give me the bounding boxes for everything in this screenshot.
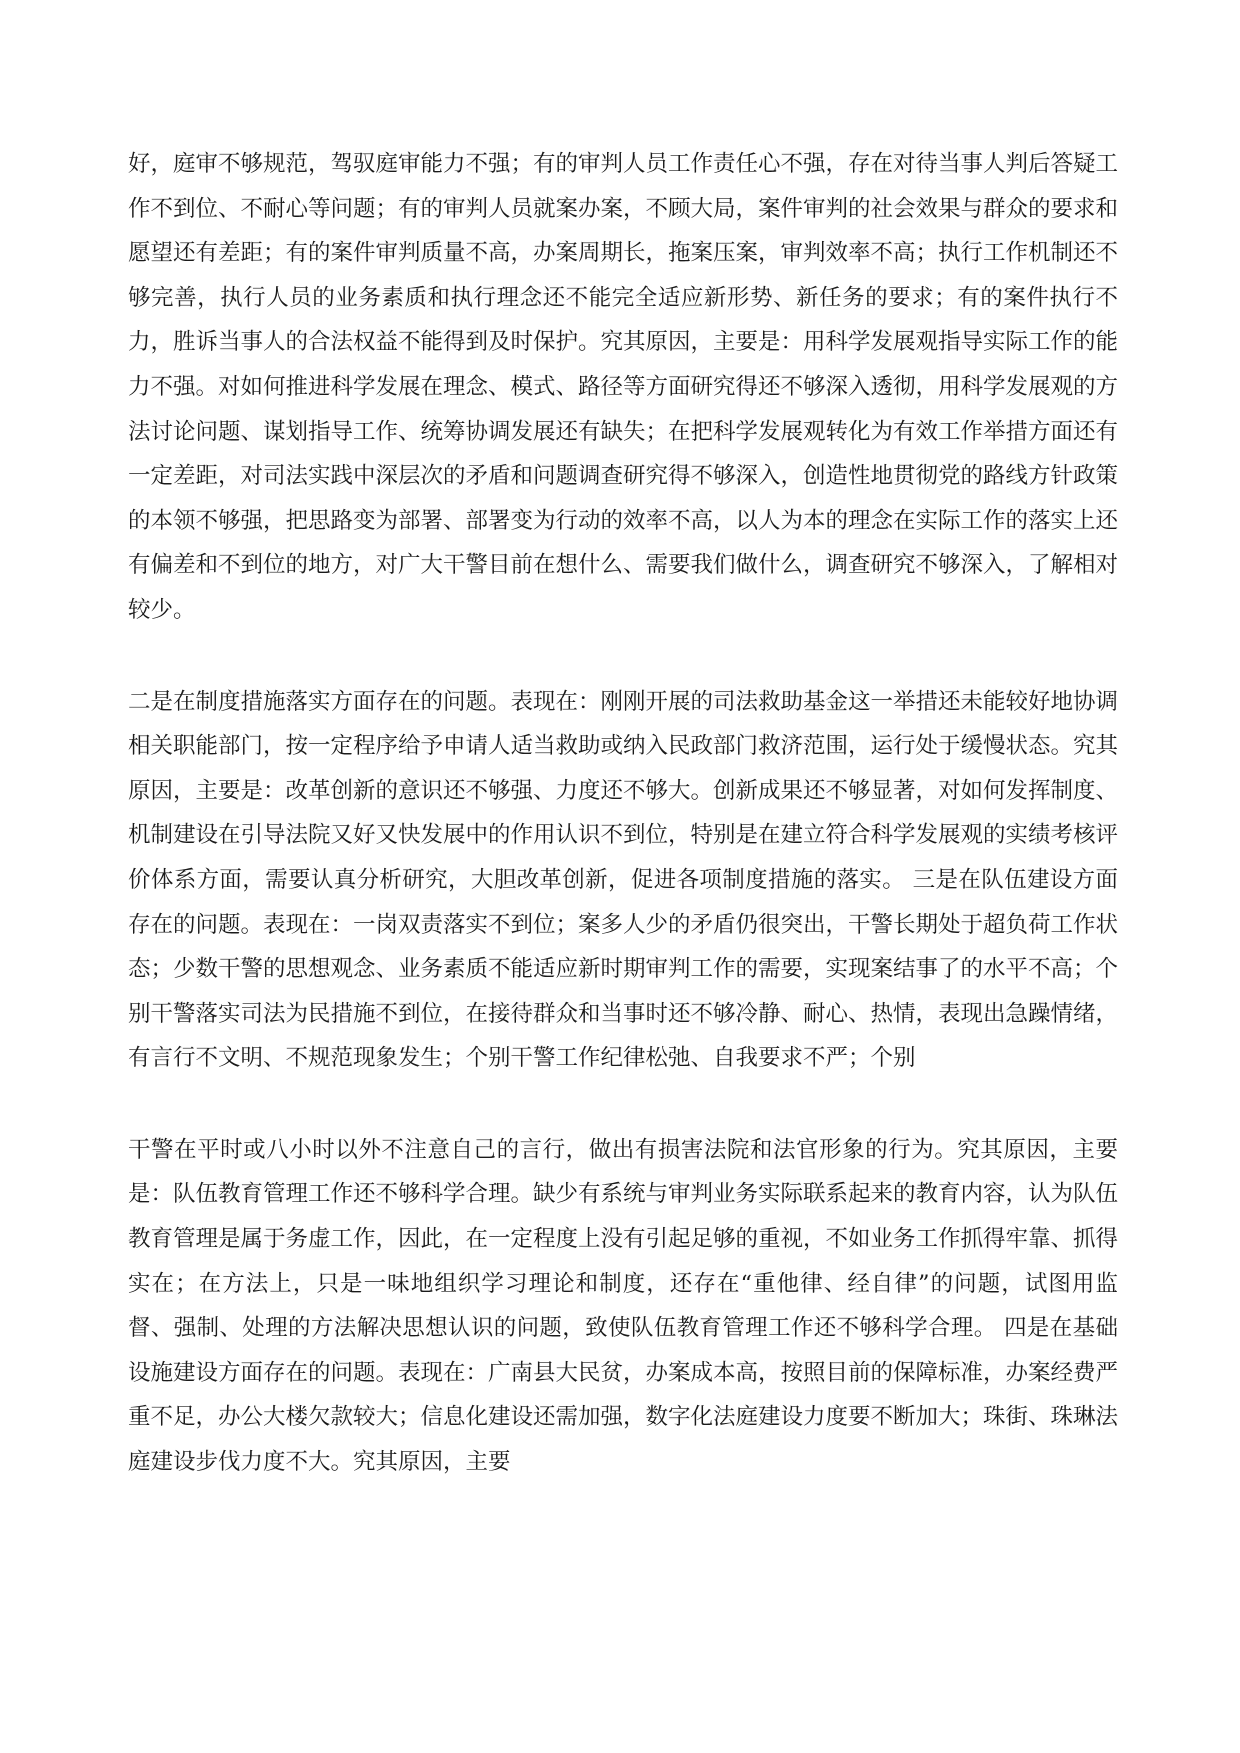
document-body xyxy=(128,142,1118,1485)
paragraph-2: 二是在制度措施落实方面存在的问题。表现在：刚刚开展的司法救助基金这一举措还未能较好地协调相关职能部门，按一定程序给予申请人适当救助或纳入民政部门救济范围，运行处于缓慢状态。究其原因，主要是：改革创新的意识还不够强、力度还不够大。创新成果还不够显著，对如何发挥制度、机制建设在引导法院又好又快发展中的作用认识不到位，特别是在建立符合科学发展观的实绩考核评价体系方面，需要认真分析研究，大胆改革创新，促进各项制度措施的落实。 三是在队伍建设方面存在的问题。表现在：一岗双责落实不到位；案多人少的矛盾仍很突出，干警长期处于超负荷工作状态；少数干警的思想观念、业务素质不能适应新时期审判工作的需要，实现案结事了的水平不高；个别干警落实司法为民措施不到位，在接待群众和当事时还不够冷静、耐心、热情，表现出急躁情绪，有言行不文明、不规范现象发生；个别干警工作纪律松弛、自我要求不严；个别 xyxy=(128,688,1119,1072)
paragraph-gap xyxy=(128,633,1118,680)
paragraph-gap xyxy=(128,1081,1118,1128)
paragraph-1: 好，庭审不够规范，驾驭庭审能力不强；有的审判人员工作责任心不强，存在对待当事人判后答疑工作不到位、不耐心等问题；有的审判人员就案办案，不顾大局，案件审判的社会效果与群众的要求和愿望还有差距；有的案件审判质量不高，办案周期长，拖案压案，审判效率不高；执行工作机制还不够完善，执行人员的业务素质和执行理念还不能完全适应新形势、新任务的要求；有的案件执行不力，胜诉当事人的合法权益不能得到及时保护。究其原因，主要是：用科学发展观指导实际工作的能力不强。对如何推进科学发展在理念、模式、路径等方面研究得还不够深入透彻，用科学发展观的方法讨论问题、谋划指导工作、统筹协调发展还有缺失；在把科学发展观转化为有效工作举措方面还有一定差距，对司法实践中深层次的矛盾和问题调查研究得不够深入，创造性地贯彻党的路线方针政策的本领不够强，把思路变为部署、部署变为行动的效率不高，以人为本的理念在实际工作的落实上还有偏差和不到位的地方，对广大干警目前在想什么、需要我们做什么，调查研究不够深入，了解相对较少。 xyxy=(128,151,1119,623)
paragraph-3: 干警在平时或八小时以外不注意自己的言行，做出有损害法院和法官形象的行为。究其原因，主要是：队伍教育管理工作还不够科学合理。缺少有系统与审判业务实际联系起来的教育内容，认为队伍教育管理是属于务虚工作，因此，在一定程度上没有引起足够的重视，不如业务工作抓得牢靠、抓得实在；在方法上，只是一味地组织学习理论和制度，还存在“重他律、经自律”的问题，试图用监督、强制、处理的方法解决思想认识的问题，致使队伍教育管理工作还不够科学合理。 四是在基础设施建设方面存在的问题。表现在：广南县大民贫，办案成本高，按照目前的保障标准，办案经费严重不足，办公大楼欠款较大；信息化建设还需加强，数字化法庭建设力度要不断加大；珠街、珠琳法庭建设步伐力度不大。究其原因，主要 xyxy=(128,1136,1119,1476)
